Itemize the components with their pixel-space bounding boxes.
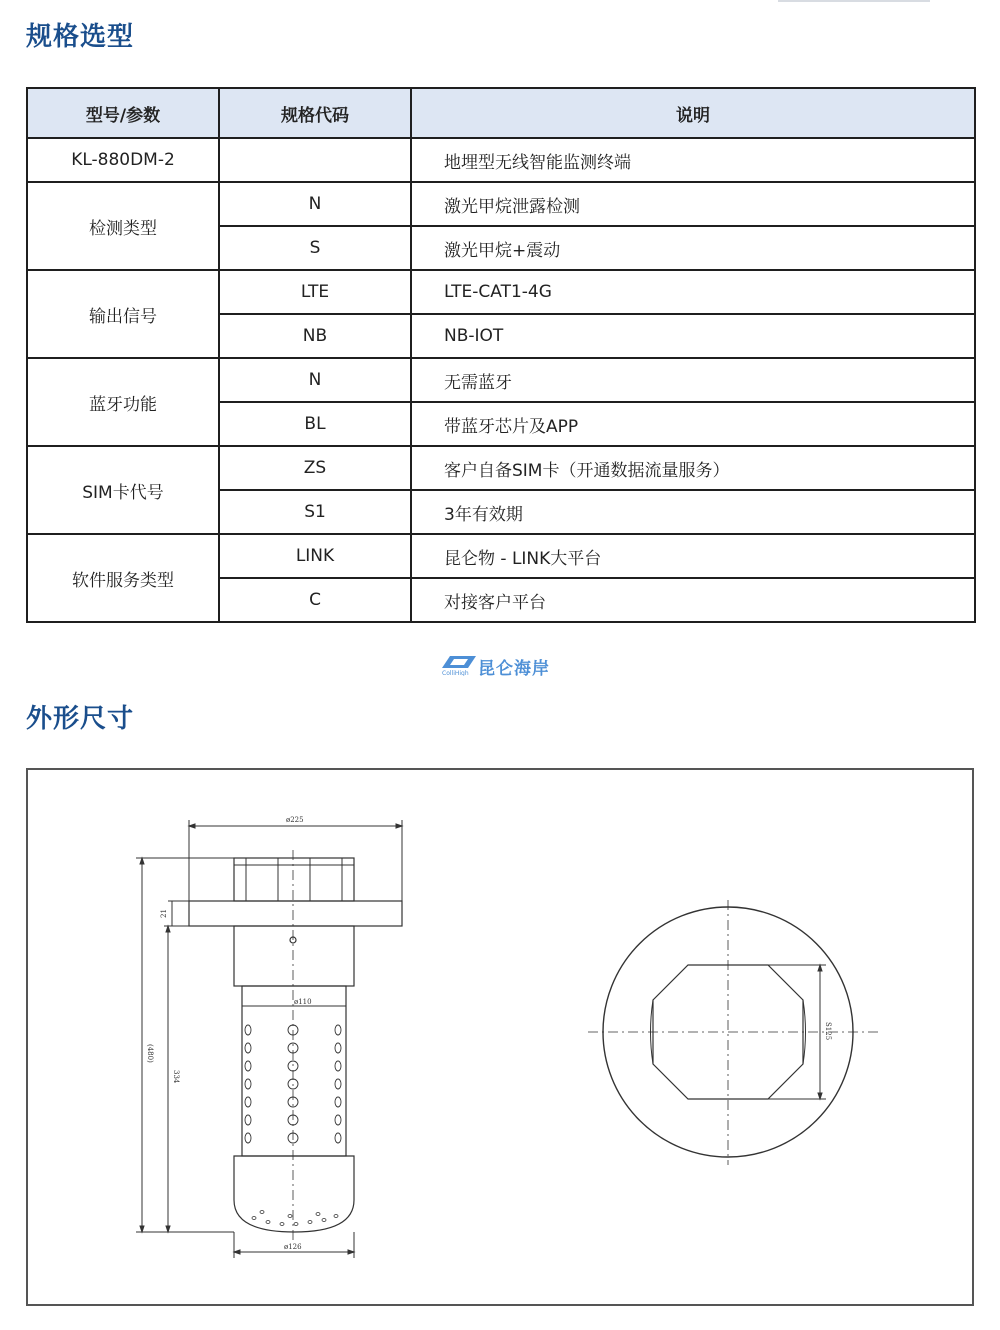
logo-mark-icon [442,656,476,676]
dim-top-width: ø225 [286,816,304,824]
row-code: ZS [219,446,411,490]
row-code: LTE [219,270,411,314]
row-code: N [219,358,411,402]
row-desc: 激光甲烷+震动 [411,226,975,270]
dim-flange-thickness: 21 [160,909,168,918]
table-row [27,446,975,490]
group-param-output: 输出信号 [27,270,219,358]
row-code: C [219,578,411,622]
side-view [136,816,402,1258]
row-desc: NB-IOT [411,314,975,358]
row-desc: LTE-CAT1-4G [411,270,975,314]
table-row [27,270,975,314]
model-code [219,138,411,182]
spec-table [26,87,976,623]
header-code: 规格代码 [219,88,411,138]
dim-body-height: 334 [172,1070,180,1084]
group-param-detection: 检测类型 [27,182,219,270]
header-desc: 说明 [411,88,975,138]
spec-section-title: 规格选型 [26,22,135,52]
group-param-sim: SIM卡代号 [27,446,219,534]
table-row [27,182,975,226]
row-code: LINK [219,534,411,578]
row-code: S [219,226,411,270]
row-desc: 3年有效期 [411,490,975,534]
table-header-row [27,88,975,138]
row-desc: 带蓝牙芯片及APP [411,402,975,446]
row-desc: 对接客户平台 [411,578,975,622]
row-desc: 昆仑物 - LINK大平台 [411,534,975,578]
dim-bottom-dia: ø126 [284,1243,302,1251]
row-code: N [219,182,411,226]
row-code: BL [219,402,411,446]
model-desc: 地埋型无线智能监测终端 [411,138,975,182]
brand-logo [442,654,562,680]
row-code: NB [219,314,411,358]
row-desc: 无需蓝牙 [411,358,975,402]
dimension-drawing [28,770,972,1304]
header-param: 型号/参数 [27,88,219,138]
dimension-section-title: 外形尺寸 [26,704,135,734]
table-row [27,358,975,402]
table-row-model [27,138,975,182]
row-code: S1 [219,490,411,534]
top-view [588,900,878,1165]
model-param: KL-880DM-2 [27,138,219,182]
row-desc: 激光甲烷泄露检测 [411,182,975,226]
logo-subtext: ColliHigh [442,670,469,676]
group-param-software: 软件服务类型 [27,534,219,622]
row-desc: 客户自备SIM卡（开通数据流量服务） [411,446,975,490]
table-row [27,534,975,578]
logo-text: 昆仑海岸 [478,659,550,679]
dim-total-height: (480) [146,1044,154,1063]
top-divider [778,0,930,2]
dim-tube-dia: ø110 [294,998,312,1006]
dimension-drawing-frame [26,768,974,1306]
dim-hex-size: S125 [824,1022,832,1041]
group-param-bluetooth: 蓝牙功能 [27,358,219,446]
